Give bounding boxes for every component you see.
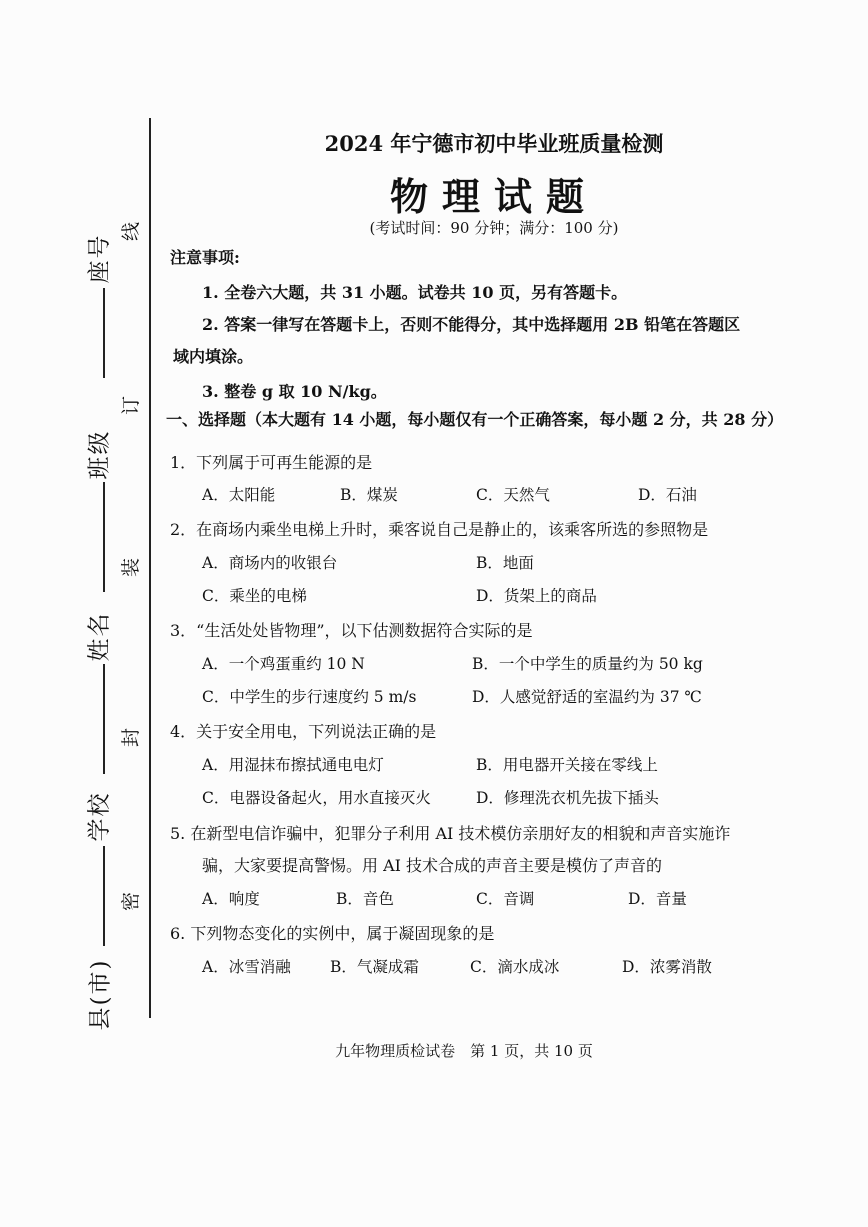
binding-mark-ding: 订 bbox=[120, 395, 143, 416]
question-5-option-c: C．音调 bbox=[476, 890, 535, 908]
binding-line bbox=[149, 118, 151, 1018]
school-underline bbox=[103, 846, 105, 946]
notice-heading: 注意事项: bbox=[170, 248, 240, 267]
county-label: 县(市) bbox=[87, 958, 114, 1031]
binding-mark-zhuang: 装 bbox=[120, 557, 143, 578]
question-1-option-c: C．天然气 bbox=[476, 486, 550, 504]
question-6-stem: 6. 下列物态变化的实例中，属于凝固现象的是 bbox=[170, 924, 495, 943]
question-1-option-a: A．太阳能 bbox=[202, 486, 276, 504]
seat-label: 座号 bbox=[86, 233, 113, 284]
name-label: 姓名 bbox=[86, 611, 113, 662]
notice-item-2: 2. 答案一律写在答题卡上，否则不能得分，其中选择题用 2B 铅笔在答题区 bbox=[202, 315, 741, 334]
question-4-option-a: A．用湿抹布擦拭通电电灯 bbox=[202, 756, 384, 774]
question-3-option-c: C．中学生的步行速度约 5 m/s bbox=[202, 688, 417, 706]
question-5-stem-cont: 骗，大家要提高警惕。用 AI 技术合成的声音主要是模仿了声音的 bbox=[202, 856, 663, 875]
question-5-option-a: A．响度 bbox=[202, 890, 260, 908]
question-5-option-b: B．音色 bbox=[336, 890, 394, 908]
page-footer: 九年物理质检试卷 第 1 页，共 10 页 bbox=[335, 1042, 593, 1060]
question-1-stem: 1．下列属于可再生能源的是 bbox=[170, 453, 373, 472]
question-2-option-c: C．乘坐的电梯 bbox=[202, 587, 307, 605]
question-3-stem: 3．“生活处处皆物理”，以下估测数据符合实际的是 bbox=[170, 621, 533, 640]
question-2-option-a: A．商场内的收银台 bbox=[202, 554, 338, 572]
question-4-option-b: B．用电器开关接在零线上 bbox=[476, 756, 658, 774]
question-4-option-c: C．电器设备起火，用水直接灭火 bbox=[202, 789, 431, 807]
notice-item-1: 1. 全卷六大题，共 31 小题。试卷共 10 页，另有答题卡。 bbox=[202, 283, 628, 302]
question-6-option-c: C．滴水成冰 bbox=[470, 958, 560, 976]
exam-title: 2024 年宁德市初中毕业班质量检测 bbox=[324, 131, 664, 156]
question-2-option-b: B．地面 bbox=[476, 554, 534, 572]
question-6-option-a: A．冰雪消融 bbox=[202, 958, 291, 976]
question-6-option-b: B．气凝成霜 bbox=[330, 958, 419, 976]
question-3-option-b: B．一个中学生的质量约为 50 kg bbox=[472, 655, 703, 673]
question-3-option-d: D．人感觉舒适的室温约为 37 ℃ bbox=[472, 688, 702, 706]
seat-underline bbox=[103, 288, 105, 378]
notice-item-2-cont: 域内填涂。 bbox=[173, 347, 254, 366]
question-5-option-d: D．音量 bbox=[628, 890, 687, 908]
question-6-option-d: D．浓雾消散 bbox=[622, 958, 712, 976]
question-4-option-d: D．修理洗衣机先拔下插头 bbox=[476, 789, 659, 807]
binding-mark-line: 线 bbox=[120, 221, 143, 242]
question-5-stem: 5. 在新型电信诈骗中，犯罪分子利用 AI 技术模仿亲朋好友的相貌和声音实施诈 bbox=[170, 824, 731, 843]
school-label: 学校 bbox=[86, 791, 113, 842]
exam-time: (考试时间：90 分钟；满分：100 分) bbox=[369, 219, 619, 237]
question-1-option-d: D．石油 bbox=[638, 486, 697, 504]
subject-title: 物理试题 bbox=[389, 174, 598, 219]
name-underline bbox=[103, 664, 105, 774]
section-title: 一、选择题（本大题有 14 小题，每小题仅有一个正确答案，每小题 2 分，共 28 分） bbox=[166, 410, 784, 429]
question-2-stem: 2．在商场内乘坐电梯上升时，乘客说自己是静止的，该乘客所选的参照物是 bbox=[170, 520, 709, 539]
question-4-stem: 4．关于安全用电，下列说法正确的是 bbox=[170, 722, 437, 741]
binding-mark-mi: 密 bbox=[120, 891, 143, 912]
question-3-option-a: A．一个鸡蛋重约 10 N bbox=[202, 655, 365, 673]
class-label: 班级 bbox=[86, 429, 113, 480]
class-underline bbox=[103, 482, 105, 592]
notice-item-3: 3. 整卷 g 取 10 N/kg。 bbox=[202, 382, 387, 401]
question-1-option-b: B．煤炭 bbox=[340, 486, 398, 504]
binding-mark-feng: 封 bbox=[120, 727, 143, 748]
question-2-option-d: D．货架上的商品 bbox=[476, 587, 597, 605]
